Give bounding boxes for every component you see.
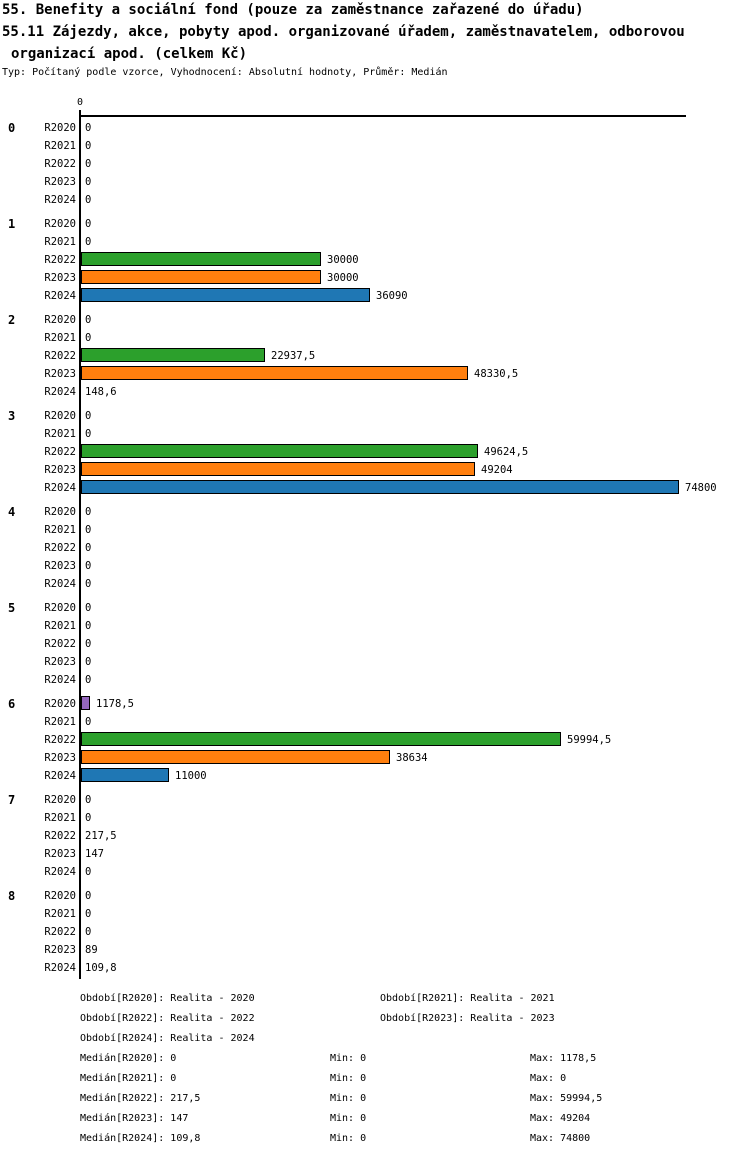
bar bbox=[81, 366, 468, 380]
bar-value-label: 0 bbox=[85, 332, 92, 344]
report-subtitle-line1: 55.11 Zájezdy, akce, pobyty apod. organizované úřadem, zaměstnavatelem, odborovou bbox=[2, 24, 685, 40]
series-row-label: R2023 bbox=[44, 560, 76, 572]
group-label: 5 bbox=[8, 601, 16, 615]
bar-value-label: 0 bbox=[85, 926, 92, 938]
bar-value-label: 217,5 bbox=[85, 830, 117, 842]
bar-value-label: 89 bbox=[85, 944, 98, 956]
bar-value-label: 0 bbox=[85, 236, 92, 248]
series-row-label: R2024 bbox=[44, 866, 76, 878]
bar-value-label: 30000 bbox=[327, 254, 359, 266]
stat-median: Medián[R2024]: 109,8 bbox=[80, 1133, 201, 1144]
bar-value-label: 1178,5 bbox=[96, 698, 134, 710]
report-meta: Typ: Počítaný podle vzorce, Vyhodnocení: Absolutní hodnoty, Průměr: Medián bbox=[2, 67, 448, 78]
bar-value-label: 0 bbox=[85, 122, 92, 134]
bar-value-label: 147 bbox=[85, 848, 104, 860]
legend-period: Období[R2020]: Realita - 2020 bbox=[80, 993, 255, 1004]
series-row-label: R2022 bbox=[44, 350, 76, 362]
series-row-label: R2024 bbox=[44, 386, 76, 398]
report-subtitle-line2: organizací apod. (celkem Kč) bbox=[11, 46, 248, 62]
series-row-label: R2021 bbox=[44, 428, 76, 440]
bar-value-label: 0 bbox=[85, 158, 92, 170]
bar-value-label: 11000 bbox=[175, 770, 207, 782]
bar bbox=[81, 444, 478, 458]
bar-value-label: 48330,5 bbox=[474, 368, 519, 380]
bar-value-label: 59994,5 bbox=[567, 734, 612, 746]
group-label: 4 bbox=[8, 505, 16, 519]
series-row-label: R2020 bbox=[44, 890, 76, 902]
bar-value-label: 22937,5 bbox=[271, 350, 316, 362]
stat-median: Medián[R2023]: 147 bbox=[80, 1113, 189, 1124]
series-row-label: R2021 bbox=[44, 332, 76, 344]
series-row-label: R2021 bbox=[44, 620, 76, 632]
series-row-label: R2020 bbox=[44, 698, 76, 710]
bar bbox=[81, 252, 321, 266]
series-row-label: R2021 bbox=[44, 908, 76, 920]
series-row-label: R2020 bbox=[44, 506, 76, 518]
series-row-label: R2023 bbox=[44, 464, 76, 476]
bar bbox=[81, 288, 370, 302]
series-row-label: R2020 bbox=[44, 314, 76, 326]
bar-value-label: 0 bbox=[85, 194, 92, 206]
bar bbox=[81, 348, 265, 362]
series-row-label: R2021 bbox=[44, 716, 76, 728]
bar-value-label: 49204 bbox=[481, 464, 513, 476]
series-row-label: R2024 bbox=[44, 578, 76, 590]
x-axis-line bbox=[79, 115, 686, 117]
series-row-label: R2020 bbox=[44, 602, 76, 614]
series-row-label: R2023 bbox=[44, 848, 76, 860]
legend-period: Období[R2021]: Realita - 2021 bbox=[380, 993, 555, 1004]
series-row-label: R2024 bbox=[44, 194, 76, 206]
bar bbox=[81, 732, 561, 746]
bar bbox=[81, 768, 169, 782]
bar-value-label: 0 bbox=[85, 524, 92, 536]
series-row-label: R2022 bbox=[44, 926, 76, 938]
bar-value-label: 0 bbox=[85, 602, 92, 614]
series-row-label: R2020 bbox=[44, 122, 76, 134]
stat-min: Min: 0 bbox=[330, 1113, 367, 1124]
y-axis-line bbox=[79, 110, 81, 979]
bar-value-label: 0 bbox=[85, 560, 92, 572]
series-row-label: R2024 bbox=[44, 770, 76, 782]
bar-value-label: 0 bbox=[85, 506, 92, 518]
bar-value-label: 0 bbox=[85, 176, 92, 188]
bar-value-label: 0 bbox=[85, 656, 92, 668]
series-row-label: R2022 bbox=[44, 254, 76, 266]
series-row-label: R2021 bbox=[44, 140, 76, 152]
bar-value-label: 0 bbox=[85, 674, 92, 686]
bar-value-label: 0 bbox=[85, 890, 92, 902]
stat-min: Min: 0 bbox=[330, 1073, 367, 1084]
stat-max: Max: 49204 bbox=[530, 1113, 591, 1124]
bar-value-label: 0 bbox=[85, 218, 92, 230]
bar-value-label: 0 bbox=[85, 578, 92, 590]
group-label: 0 bbox=[8, 121, 16, 135]
bar-value-label: 0 bbox=[85, 716, 92, 728]
series-row-label: R2024 bbox=[44, 290, 76, 302]
series-row-label: R2021 bbox=[44, 524, 76, 536]
legend-period: Období[R2023]: Realita - 2023 bbox=[380, 1013, 555, 1024]
bar-value-label: 0 bbox=[85, 866, 92, 878]
stat-max: Max: 59994,5 bbox=[530, 1093, 603, 1104]
bar-value-label: 36090 bbox=[376, 290, 408, 302]
series-row-label: R2021 bbox=[44, 812, 76, 824]
stat-max: Max: 74800 bbox=[530, 1133, 591, 1144]
group-label: 3 bbox=[8, 409, 16, 423]
bar-value-label: 0 bbox=[85, 428, 92, 440]
series-row-label: R2023 bbox=[44, 752, 76, 764]
series-row-label: R2023 bbox=[44, 944, 76, 956]
series-row-label: R2022 bbox=[44, 446, 76, 458]
series-row-label: R2022 bbox=[44, 830, 76, 842]
bar-value-label: 0 bbox=[85, 908, 92, 920]
bar-value-label: 38634 bbox=[396, 752, 428, 764]
bar-value-label: 30000 bbox=[327, 272, 359, 284]
bar-value-label: 0 bbox=[85, 638, 92, 650]
series-row-label: R2022 bbox=[44, 638, 76, 650]
series-row-label: R2023 bbox=[44, 656, 76, 668]
bar bbox=[81, 696, 90, 710]
stat-min: Min: 0 bbox=[330, 1133, 367, 1144]
bar-value-label: 0 bbox=[85, 812, 92, 824]
bar-value-label: 109,8 bbox=[85, 962, 117, 974]
bar bbox=[81, 750, 390, 764]
report-title: 55. Benefity a sociální fond (pouze za zaměstnance zařazené do úřadu) bbox=[2, 2, 584, 18]
bar-value-label: 0 bbox=[85, 314, 92, 326]
series-row-label: R2020 bbox=[44, 218, 76, 230]
series-row-label: R2024 bbox=[44, 962, 76, 974]
series-row-label: R2023 bbox=[44, 368, 76, 380]
axis-zero-tick-label: 0 bbox=[76, 97, 84, 108]
series-row-label: R2023 bbox=[44, 272, 76, 284]
series-row-label: R2021 bbox=[44, 236, 76, 248]
stat-min: Min: 0 bbox=[330, 1093, 367, 1104]
bar-value-label: 0 bbox=[85, 794, 92, 806]
stat-median: Medián[R2021]: 0 bbox=[80, 1073, 177, 1084]
stat-median: Medián[R2020]: 0 bbox=[80, 1053, 177, 1064]
series-row-label: R2022 bbox=[44, 734, 76, 746]
bar-value-label: 74800 bbox=[685, 482, 717, 494]
stat-median: Medián[R2022]: 217,5 bbox=[80, 1093, 201, 1104]
series-row-label: R2024 bbox=[44, 674, 76, 686]
stat-max: Max: 0 bbox=[530, 1073, 567, 1084]
bar-value-label: 49624,5 bbox=[484, 446, 529, 458]
series-row-label: R2023 bbox=[44, 176, 76, 188]
stat-max: Max: 1178,5 bbox=[530, 1053, 597, 1064]
series-row-label: R2022 bbox=[44, 542, 76, 554]
group-label: 1 bbox=[8, 217, 16, 231]
group-label: 8 bbox=[8, 889, 16, 903]
group-label: 6 bbox=[8, 697, 16, 711]
bar-value-label: 0 bbox=[85, 542, 92, 554]
bar bbox=[81, 462, 475, 476]
group-label: 2 bbox=[8, 313, 16, 327]
series-row-label: R2020 bbox=[44, 794, 76, 806]
bar bbox=[81, 480, 679, 494]
bar-value-label: 0 bbox=[85, 620, 92, 632]
series-row-label: R2024 bbox=[44, 482, 76, 494]
stat-min: Min: 0 bbox=[330, 1053, 367, 1064]
bar-value-label: 0 bbox=[85, 410, 92, 422]
series-row-label: R2022 bbox=[44, 158, 76, 170]
bar bbox=[81, 270, 321, 284]
bar-value-label: 148,6 bbox=[85, 386, 117, 398]
group-label: 7 bbox=[8, 793, 16, 807]
series-row-label: R2020 bbox=[44, 410, 76, 422]
bar-value-label: 0 bbox=[85, 140, 92, 152]
legend-period: Období[R2022]: Realita - 2022 bbox=[80, 1013, 255, 1024]
legend-period: Období[R2024]: Realita - 2024 bbox=[80, 1033, 255, 1044]
